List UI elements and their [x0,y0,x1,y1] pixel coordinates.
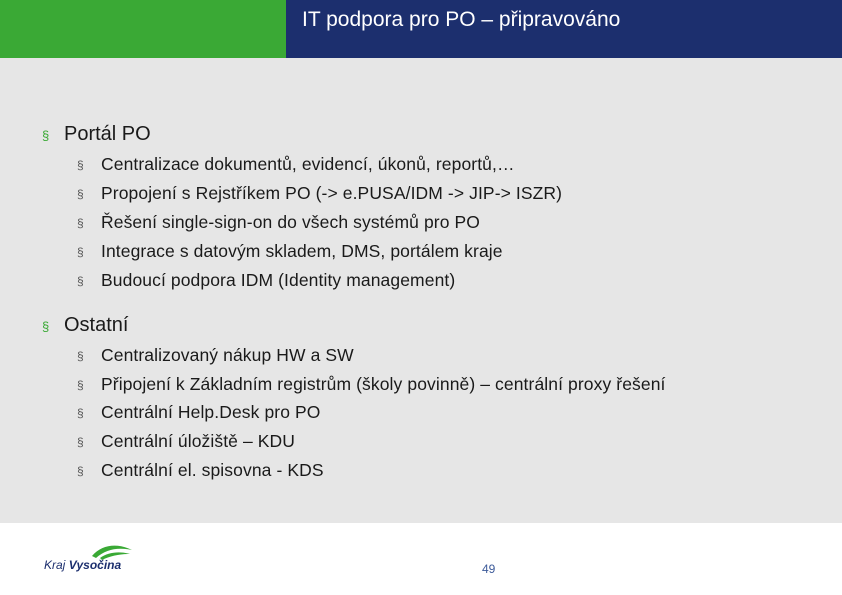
list-item-text: Centrální el. spisovna - KDS [101,460,324,480]
logo-text-kraj: Kraj [44,558,69,572]
list-item-text: Centrální úložiště – KDU [101,431,296,451]
list-item-text: Řešení single-sign-on do všech systémů pro PO [101,212,480,232]
section-heading-text: Ostatní [64,314,129,336]
list-item-text: Centralizovaný nákup HW a SW [101,345,354,365]
list-item-text: Připojení k Základním registrům (školy povinně) – centrální proxy řešení [101,374,666,394]
bullet-icon: § [77,378,84,392]
bullet-icon: § [77,245,84,259]
list-item-text: Centrální Help.Desk pro PO [101,402,321,422]
bullet-icon: § [77,464,84,478]
list-item-text: Propojení s Rejstříkem PO (-> e.PUSA/IDM -> JIP-> ISZR) [101,183,563,203]
list-item-text: Centralizace dokumentů, evidencí, úkonů, reportů,… [101,154,515,174]
list-item-text: Integrace s datovým skladem, DMS, portálem kraje [101,241,503,261]
list-item-text: Budoucí podpora IDM (Identity management) [101,270,456,290]
bullet-icon: § [77,158,84,172]
bullet-icon: § [77,187,84,201]
bullet-icon: § [77,216,84,230]
page-number: 49 [482,562,496,576]
logo-text [44,558,121,572]
header-green-band [0,0,286,58]
bullet-icon: § [77,406,84,420]
bullet-icon: § [77,435,84,449]
kraj-vysocina-logo [44,544,139,580]
bullet-icon: § [42,128,50,143]
section-heading-text: Portál PO [64,123,151,145]
logo-text-vysocina: Vysočina [68,558,122,572]
slide-title: IT podpora pro PO – připravováno [302,8,621,31]
bullet-icon: § [77,274,84,288]
bullet-icon: § [77,349,84,363]
bullet-icon: § [42,319,50,334]
